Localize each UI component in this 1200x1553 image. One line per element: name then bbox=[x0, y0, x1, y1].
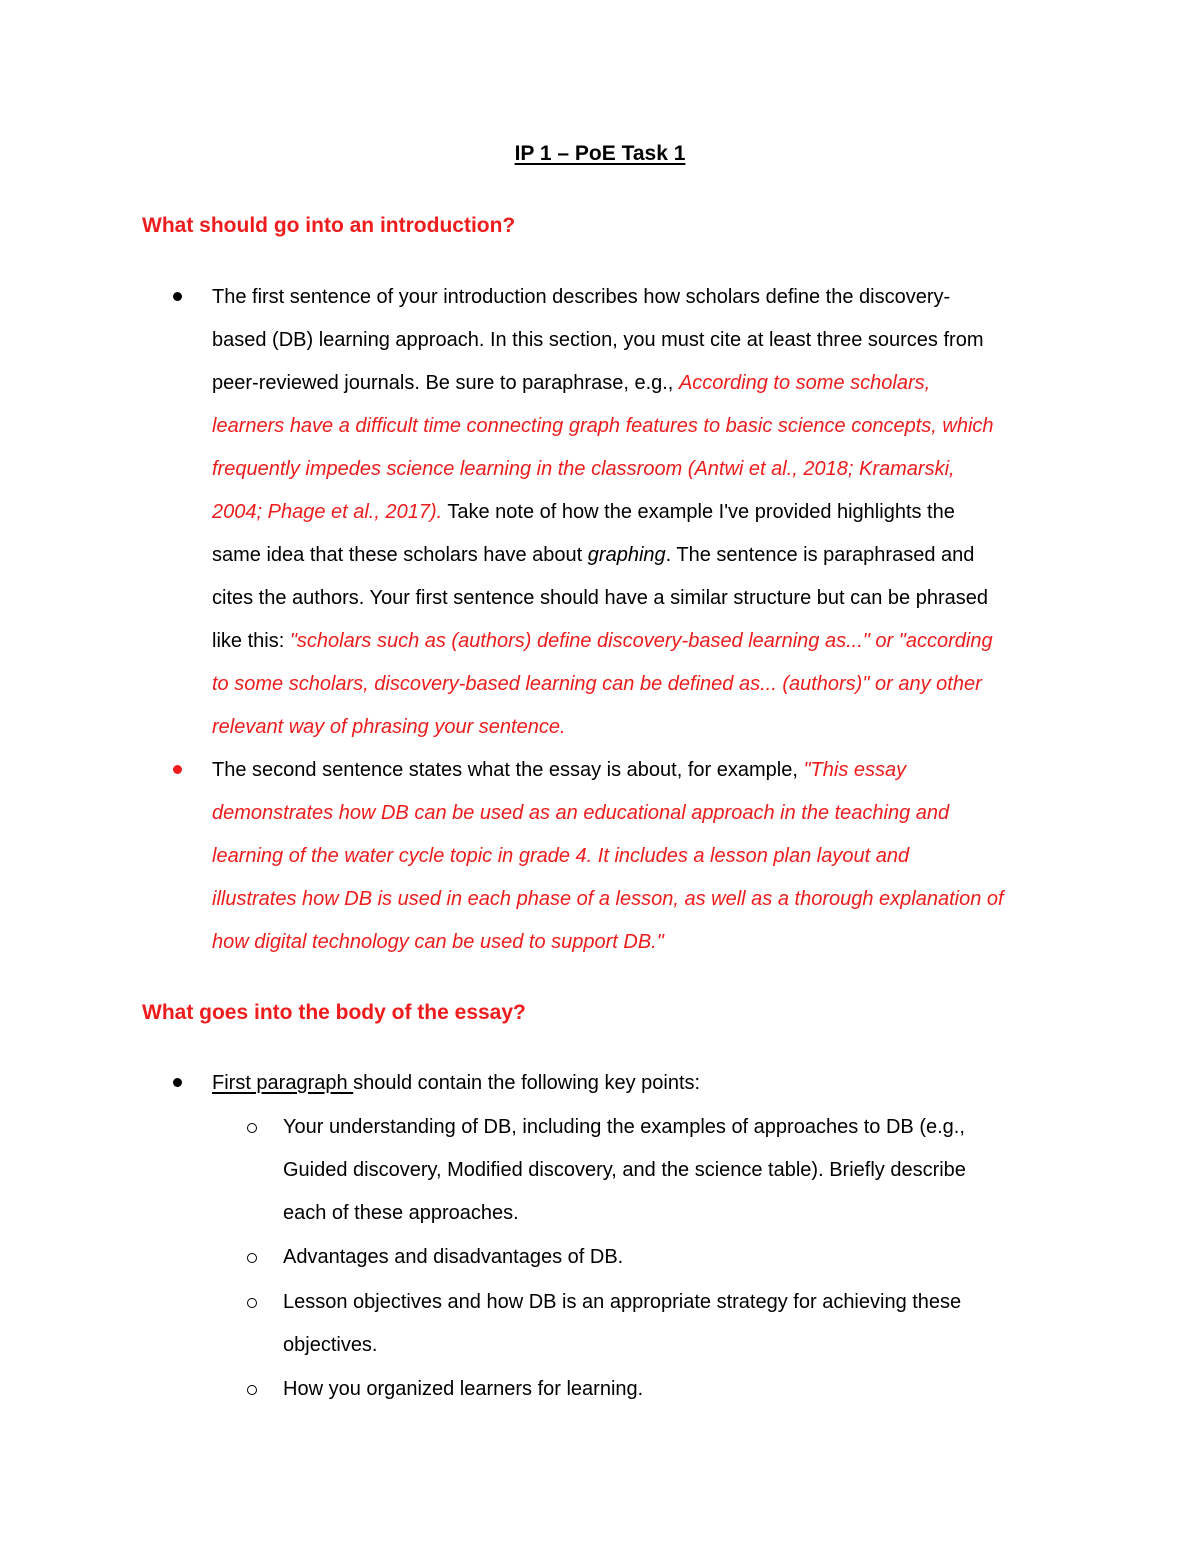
bullet-introduction-second-sentence bbox=[212, 749, 1072, 964]
text-span: like this: bbox=[212, 630, 290, 652]
text-line: How you organized learners for learning. bbox=[283, 1378, 644, 1400]
underlined-term: First paragraph bbox=[212, 1072, 354, 1094]
hollow-bullet-icon bbox=[247, 1253, 257, 1263]
bullet-icon bbox=[173, 1078, 182, 1087]
hollow-bullet-icon bbox=[247, 1385, 257, 1395]
text-span: peer-reviewed journals. Be sure to paraphrase, e.g., bbox=[212, 372, 679, 394]
document-title: IP 1 – PoE Task 1 bbox=[514, 142, 686, 165]
example-text: learners have a difficult time connecting graph features to basic science concepts, which bbox=[212, 415, 994, 437]
text-span: . The sentence is paraphrased and bbox=[665, 544, 975, 566]
text-line: each of these approaches. bbox=[283, 1202, 519, 1224]
text-line bbox=[212, 534, 1072, 577]
text-line: objectives. bbox=[283, 1334, 378, 1356]
example-text: relevant way of phrasing your sentence. bbox=[212, 716, 566, 738]
example-text: to some scholars, discovery-based learning can be defined as... (authors)" or any other bbox=[212, 673, 982, 695]
text-line bbox=[212, 749, 1072, 792]
text-line: cites the authors. Your first sentence should have a similar structure but can be phrased bbox=[212, 587, 988, 609]
hollow-bullet-icon bbox=[247, 1298, 257, 1308]
example-text: how digital technology can be used to support DB." bbox=[212, 931, 664, 953]
example-text: According to some scholars, bbox=[678, 372, 931, 394]
text-line: Guided discovery, Modified discovery, and the science table). Briefly describe bbox=[283, 1159, 966, 1181]
text-line bbox=[212, 491, 1072, 534]
example-text: illustrates how DB is used in each phase of a lesson, as well as a thorough explanation of bbox=[212, 888, 1004, 910]
italic-term: graphing bbox=[587, 544, 666, 566]
text-line bbox=[212, 620, 1072, 663]
sub-item-understanding-db bbox=[283, 1106, 1083, 1235]
sub-item-lesson-objectives bbox=[283, 1281, 1083, 1367]
text-line: Lesson objectives and how DB is an appropriate strategy for achieving these bbox=[283, 1291, 962, 1313]
hollow-bullet-icon bbox=[247, 1123, 257, 1133]
bullet-introduction-first-sentence bbox=[212, 276, 1072, 749]
bullet-icon bbox=[173, 292, 182, 301]
text-line: based (DB) learning approach. In this section, you must cite at least three sources from bbox=[212, 329, 984, 351]
example-text: demonstrates how DB can be used as an educational approach in the teaching and bbox=[212, 802, 950, 824]
text-span: should contain the following key points: bbox=[353, 1072, 701, 1094]
text-line bbox=[212, 1062, 1072, 1105]
example-text: frequently impedes science learning in the classroom (Antwi et al., 2018; Kramarski, bbox=[212, 458, 955, 480]
bullet-first-paragraph bbox=[212, 1062, 1072, 1105]
example-text: "This essay bbox=[803, 759, 907, 781]
text-span: same idea that these scholars have about bbox=[212, 544, 588, 566]
text-line: Your understanding of DB, including the examples of approaches to DB (e.g., bbox=[283, 1116, 965, 1138]
text-span: Take note of how the example I've provided highlights the bbox=[442, 501, 955, 523]
example-text: learning of the water cycle topic in grade 4. It includes a lesson plan layout and bbox=[212, 845, 910, 867]
text-line bbox=[212, 362, 1072, 405]
sub-item-advantages bbox=[283, 1236, 1083, 1279]
text-line: Advantages and disadvantages of DB. bbox=[283, 1246, 624, 1268]
example-text: "scholars such as (authors) define discovery-based learning as..." or "according bbox=[289, 630, 993, 652]
sub-item-organized-learners bbox=[283, 1368, 1083, 1411]
section-heading-body: What goes into the body of the essay? bbox=[142, 1001, 526, 1024]
example-text: 2004; Phage et al., 2017). bbox=[212, 501, 443, 523]
section-heading-introduction: What should go into an introduction? bbox=[142, 214, 516, 237]
text-line: The first sentence of your introduction describes how scholars define the discovery- bbox=[212, 286, 951, 308]
text-span: The second sentence states what the essay is about, for example, bbox=[212, 759, 804, 781]
bullet-icon-red bbox=[173, 765, 182, 774]
